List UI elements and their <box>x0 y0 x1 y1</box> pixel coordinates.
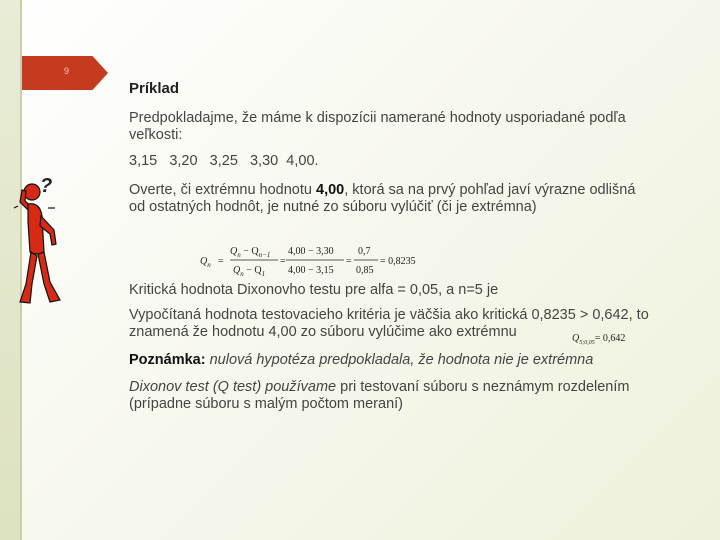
formula-frac1-den: $Q_n - Q_1$ <box>233 265 266 278</box>
formula-lhs: $Q_n$ <box>200 256 211 269</box>
question-mark: ? <box>40 175 53 197</box>
svg-text:=: = <box>346 256 352 267</box>
intro-text: Predpokladajme, že máme k dispozícii namerané hodnoty usporiadané podľa veľkosti: <box>129 110 626 143</box>
note-label: Poznámka: <box>129 352 206 368</box>
svg-text:=: = <box>280 256 286 267</box>
question-bold-value: 4,00 <box>316 182 345 198</box>
dixon-formula <box>200 240 430 280</box>
value-item: 3,30 <box>249 153 279 169</box>
value-item: 4,00. <box>286 153 319 169</box>
formula-frac2-den: 4,00 − 3,15 <box>288 265 334 276</box>
formula-result: = 0,8235 <box>380 256 416 267</box>
values-list <box>129 153 319 169</box>
formula-frac2-num: 4,00 − 3,30 <box>288 246 334 257</box>
formula-frac3-den: 0,85 <box>356 265 374 276</box>
critical-value-formula <box>572 329 652 349</box>
formula-frac3-num: 0,7 <box>358 246 371 257</box>
conclusion-text: Vypočítaná hodnota testovacieho kritéria je väčšia ako kritická 0,8235 > 0,642, to znamená že hodnotu 4,00 zo súboru vylúčime ako extrémnu <box>129 307 649 340</box>
dixon-rest: pri testovaní súboru s neznámym rozdelením (prípadne súboru s malým počtom meraní) <box>129 379 630 412</box>
value-item: 3,25 <box>209 153 238 169</box>
value-item: 3,15 <box>129 153 158 169</box>
note-text <box>129 352 689 369</box>
critical-text: Kritická hodnota Dixonovho testu pre alfa = 0,05, a n=5 je <box>129 282 499 298</box>
dixon-italic: Dixonov test (Q test) používame <box>129 379 337 395</box>
slide-title: Príklad <box>129 80 180 97</box>
question-before: Overte, či extrémnu hodnotu <box>129 182 316 198</box>
svg-text:=: = <box>218 256 224 267</box>
value-item: 3,20 <box>169 153 198 169</box>
svg-text:Q5;0,05= 0,642: $Q_{5;0,05}= 0,642$ <box>572 333 626 346</box>
question-after: , ktorá sa na prvý pohľad javí výrazne odlišná od ostatných hodnôt, je nutné zo súboru vylúčiť (či je extrémna) <box>129 182 636 215</box>
thinking-figure-icon <box>10 172 80 322</box>
formula-frac1-num: $Q_n - Q_{n-1}$ <box>230 246 271 259</box>
note-body: nulová hypotéza predpokladala, že hodnota nie je extrémna <box>205 352 594 368</box>
dixon-text <box>129 379 649 413</box>
question-text <box>129 182 654 216</box>
slide-number: 9 <box>64 66 70 76</box>
